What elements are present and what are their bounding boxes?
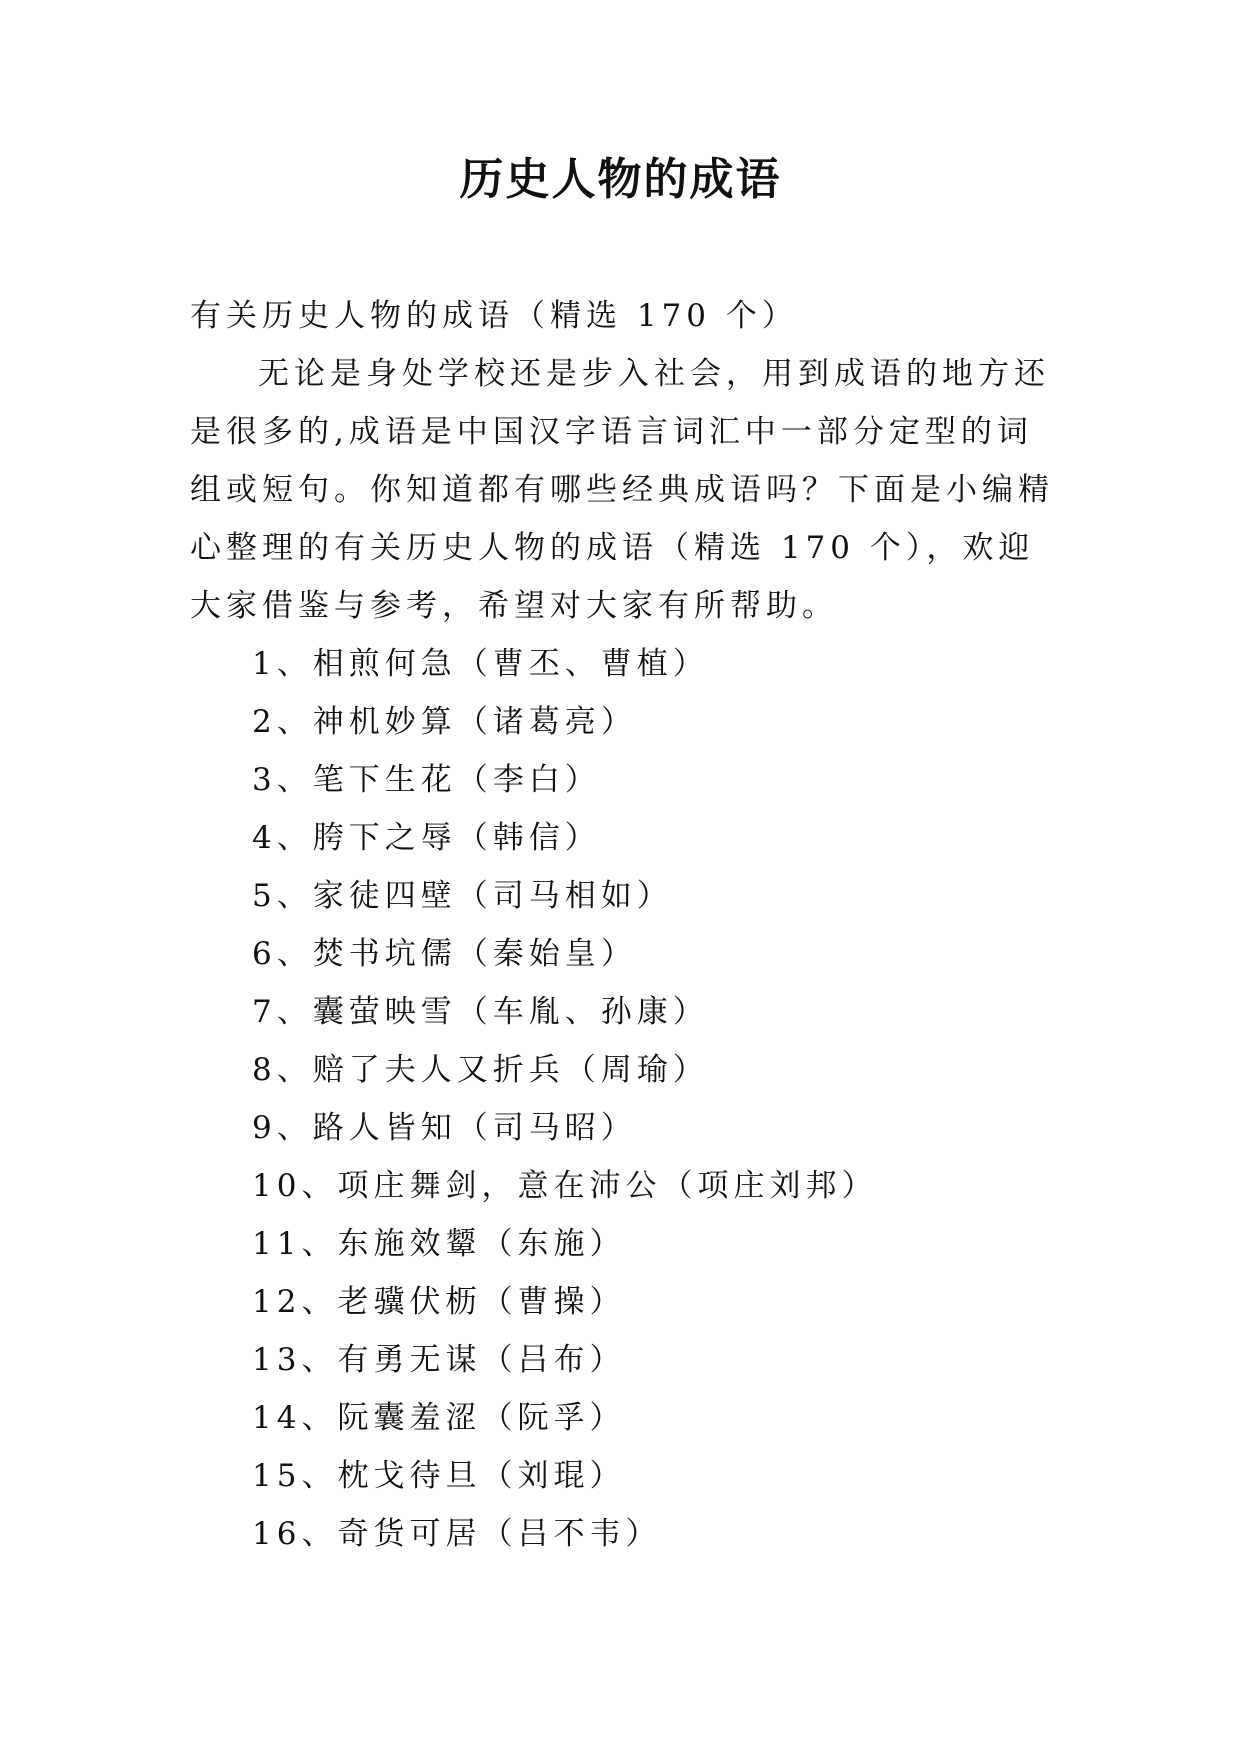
list-item: 4、胯下之辱（韩信） bbox=[252, 820, 601, 856]
list-item: 3、笔下生花（李白） bbox=[252, 762, 601, 798]
list-item: 15、枕戈待旦（刘琨） bbox=[252, 1458, 626, 1494]
list-item: 14、阮囊羞涩（阮孚） bbox=[252, 1400, 626, 1436]
list-item: 12、老骥伏枥（曹操） bbox=[252, 1284, 626, 1320]
list-item: 8、赔了夫人又折兵（周瑜） bbox=[252, 1052, 709, 1088]
list-item: 10、项庄舞剑，意在沛公（项庄刘邦） bbox=[252, 1168, 878, 1204]
list-item: 5、家徒四壁（司马相如） bbox=[252, 878, 673, 914]
document-body bbox=[190, 287, 1060, 1563]
subtitle: 有关历史人物的成语（精选 170 个） bbox=[190, 298, 798, 334]
intro-paragraph: 无论是身处学校还是步入社会，用到成语的地方还是很多的,成语是中国汉字语言词汇中一部分定型的词组或短句。你知道都有哪些经典成语吗？下面是小编精心整理的有关历史人物的成语（精选 170 个），欢迎大家借鉴与参考，希望对大家有所帮助。 bbox=[190, 356, 1054, 624]
list-item: 2、神机妙算（诸葛亮） bbox=[252, 704, 637, 740]
idiom-list bbox=[190, 635, 1060, 1563]
page-title: 历史人物的成语 bbox=[459, 154, 782, 205]
list-item: 16、奇货可居（吕不韦） bbox=[252, 1516, 662, 1552]
list-item: 6、焚书坑儒（秦始皇） bbox=[252, 936, 637, 972]
list-item: 1、相煎何急（曹丕、曹植） bbox=[252, 646, 709, 682]
list-item: 9、路人皆知（司马昭） bbox=[252, 1110, 637, 1146]
list-item: 7、囊萤映雪（车胤、孙康） bbox=[252, 994, 709, 1030]
list-item: 13、有勇无谋（吕布） bbox=[252, 1342, 626, 1378]
list-item: 11、东施效颦（东施） bbox=[252, 1226, 626, 1262]
